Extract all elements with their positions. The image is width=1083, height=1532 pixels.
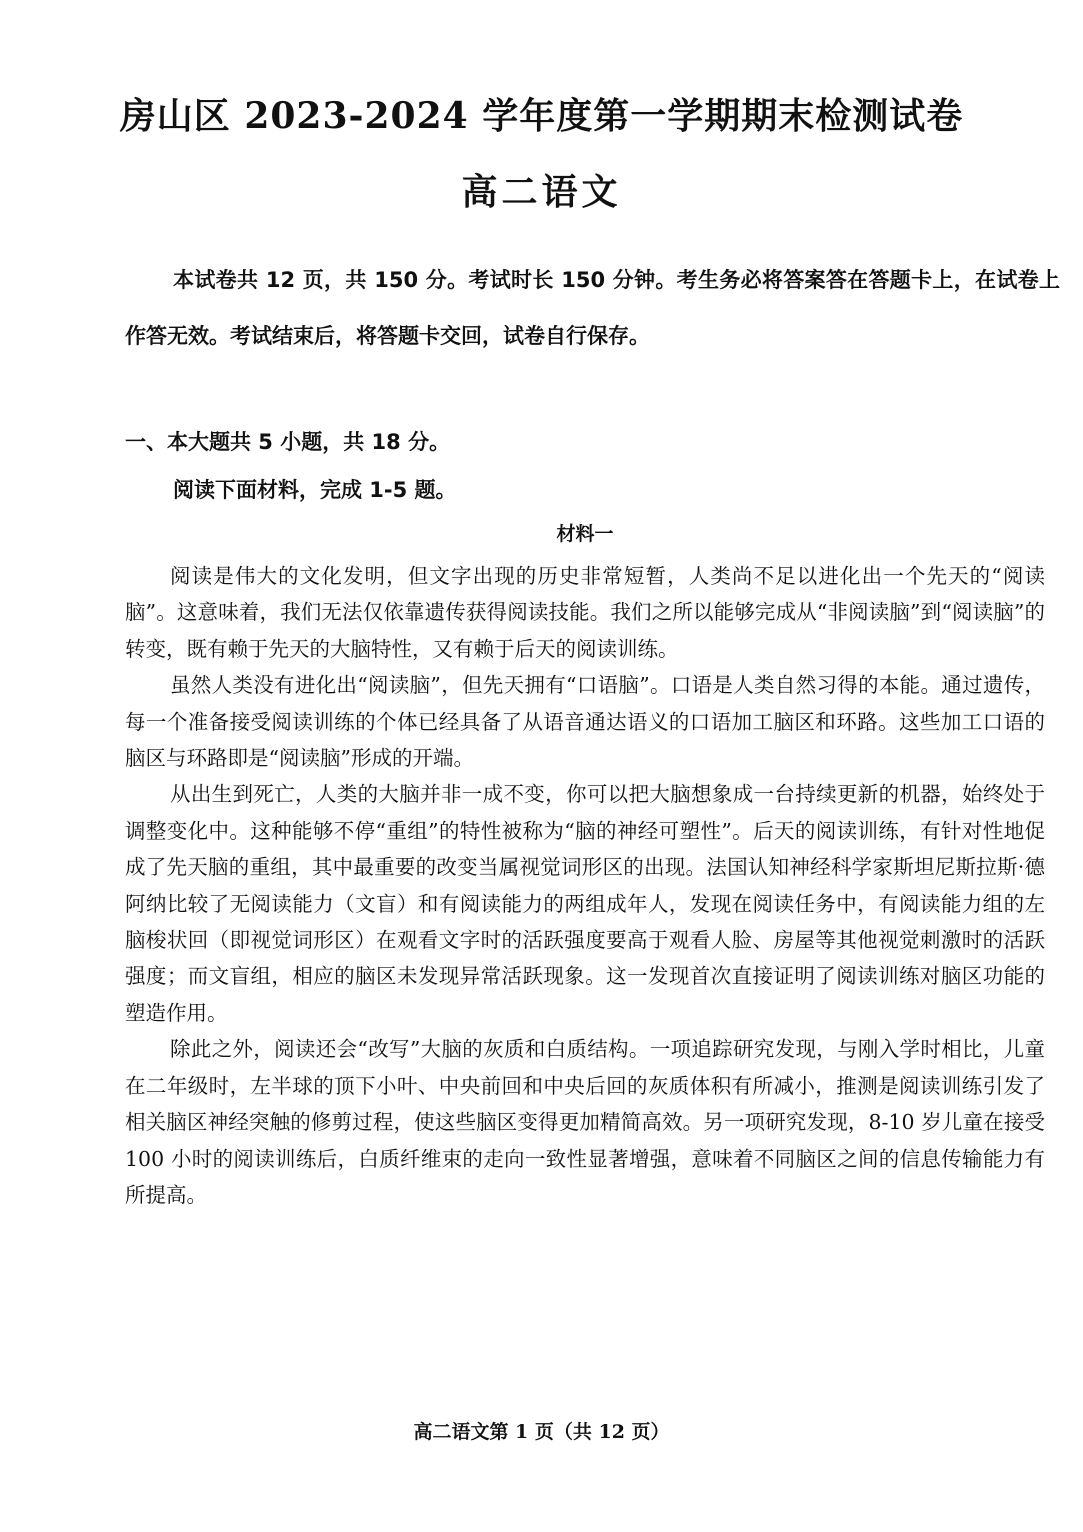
passage-paragraph: 从出生到死亡，人类的大脑并非一成不变，你可以把大脑想象成一台持续更新的机器，始终处于调整变化中。这种能够不停“重组”的特性被称为“脑的神经可塑性”。后天的阅读训练，有针对性地促成了先天脑的重组，其中最重要的改变当属视觉词形区的出现。法国认知神经科学家斯坦尼斯拉斯·德阿纳比较了无阅读能力（文盲）和有阅读能力的两组成年人，发现在阅读任务中，有阅读能力组的左脑梭状回（即视觉词形区）在观看文字时的活跃强度要高于观看人脸、房屋等其他视觉刺激时的活跃强度；而文盲组，相应的脑区未发现异常活跃现象。这一发现首次直接证明了阅读训练对脑区功能的塑造作用。 [125, 782, 1045, 1025]
material-title: 材料一 [556, 523, 614, 545]
passage-paragraph: 阅读是伟大的文化发明，但文字出现的历史非常短暂，人类尚不足以进化出一个先天的“阅读脑”。这意味着，我们无法仅依靠遗传获得阅读技能。我们之所以能够完成从“非阅读脑”到“阅读脑”的转变，既有赖于先天的大脑特性，又有赖于后天的阅读训练。 [125, 564, 1045, 661]
reading-passage [125, 558, 1045, 1213]
exam-notice: 本试卷共 12 页，共 150 分。考试时长 150 分钟。考生务必将答案答在答题卡上，在试卷上作答无效。考试结束后，将答题卡交回，试卷自行保存。 [125, 268, 1060, 348]
subject-title: 高二语文 [461, 171, 622, 213]
exam-title: 房山区 2023-2024 学年度第一学期期末检测试卷 [119, 95, 964, 137]
passage-paragraph: 除此之外，阅读还会“改写”大脑的灰质和白质结构。一项追踪研究发现，与刚入学时相比，儿童在二年级时，左半球的顶下小叶、中央前回和中央后回的灰质体积有所减小，推测是阅读训练引发了相关脑区神经突触的修剪过程，使这些脑区变得更加精简高效。另一项研究发现，8-10 岁儿童在接受 100 小时的阅读训练后，白质纤维束的走向一致性显著增强，意味着不同脑区之间的信息传输能力有所提高。 [125, 1037, 1045, 1207]
passage-paragraph: 虽然人类没有进化出“阅读脑”，但先天拥有“口语脑”。口语是人类自然习得的本能。通过遗传，每一个准备接受阅读训练的个体已经具备了从语音通达语义的口语加工脑区和环路。这些加工口语的脑区与环路即是“阅读脑”形成的开端。 [125, 673, 1045, 771]
reading-instruction: 阅读下面材料，完成 1-5 题。 [173, 478, 457, 502]
page-footer: 高二语文第 1 页（共 12 页） [413, 1421, 670, 1443]
section-heading: 一、本大题共 5 小题，共 18 分。 [125, 430, 451, 454]
